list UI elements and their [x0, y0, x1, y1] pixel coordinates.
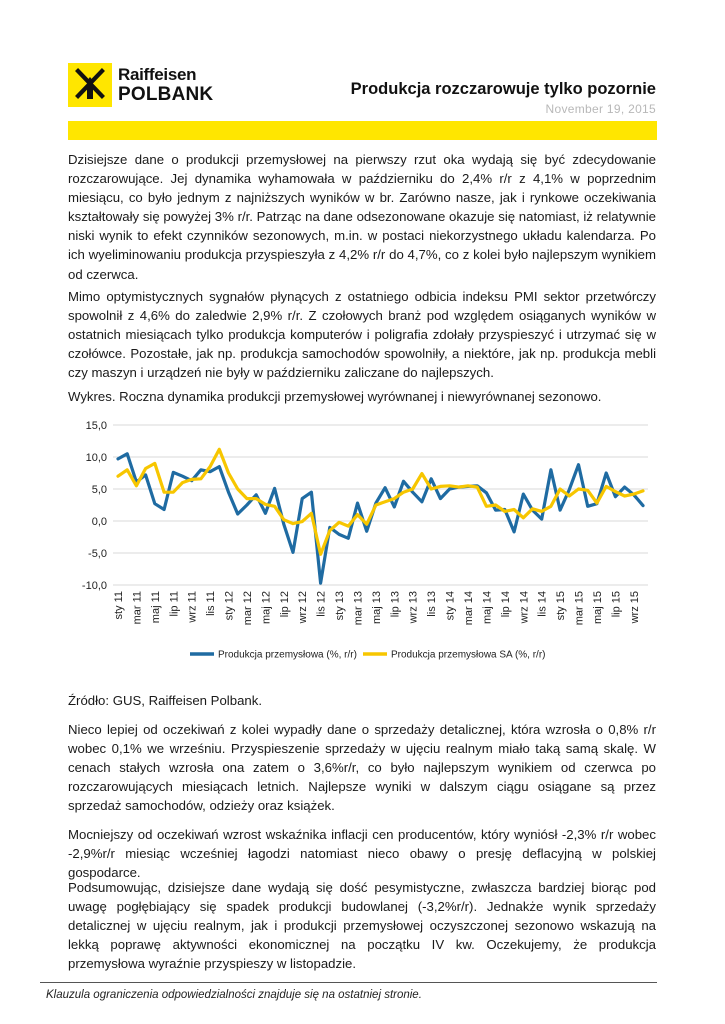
brand-line-1: Raiffeisen	[118, 65, 197, 84]
x-tick-label: sty 14	[444, 591, 457, 621]
y-tick-label: 15,0	[85, 420, 107, 432]
x-tick-label: wrz 13	[407, 591, 420, 624]
report-title: Produkcja rozczarowuje tylko pozornie	[350, 80, 656, 98]
x-tick-label: lis 13	[426, 591, 439, 617]
y-tick-label: 0,0	[91, 516, 107, 528]
production-chart	[68, 415, 658, 670]
y-tick-label: 10,0	[85, 452, 107, 464]
header-yellow-band	[68, 121, 657, 140]
x-tick-label: lip 13	[389, 591, 402, 618]
paragraph-3: Nieco lepiej od oczekiwań z kolei wypadły dane o sprzedaży detalicznej, która wzrosła o 0,8% r/r wobec 0,1% we wrześniu. Przyspieszenie sprzedaży w ujęciu realnym miało taką samą skalę. W cenach stałych wzrosła ona zatem o 3,6%r/r, co było najlepszym wynikiem od czerwca po rozczarowujących miesiącach letnich. Najlepsze wyniki w dalszym ciągu osiągane są przez sprzedaż samochodów, odzieży oraz książek.	[68, 722, 656, 814]
footer-divider	[40, 982, 657, 983]
x-tick-label: lip 11	[168, 591, 181, 617]
raiffeisen-gable-icon	[68, 63, 112, 107]
x-tick-label: wrz 12	[297, 591, 310, 624]
x-tick-label: maj 15	[591, 591, 604, 625]
x-tick-label: lip 14	[499, 591, 512, 618]
x-tick-label: lis 14	[536, 591, 549, 617]
x-tick-label: sty 13	[334, 591, 347, 621]
paragraph-2: Mimo optymistycznych sygnałów płynących z ostatniego odbicia indeksu PMI sektor przetwórczy spowolnił z 4,6% do zaledwie 2,9% r/r. Z czołowych branż pod względem osiąganych wyników w ostatnich miesiącach tylko produkcja komputerów i poligrafia zdołały przyspieszyć i utrzymać się w czołówce. Pozostałe, jak np. produkcja samochodów spowolniły, a niektóre, jak np. produkcja mebli czy maszyn i urządzeń nie były w październiku zaliczane do najlepszych.	[68, 289, 656, 381]
y-tick-label: -5,0	[88, 548, 107, 560]
x-tick-label: sty 15	[555, 591, 568, 621]
x-tick-label: wrz 11	[186, 591, 199, 623]
paragraph-4: Mocniejszy od oczekiwań wzrost wskaźnika inflacji cen producentów, który wyniósł -2,3% r/r wobec -2,9%r/r miesiąc wcześniej łagodzi natomiast nieco obawy o presję deflacyjną w polskiej gospodarce.	[68, 827, 656, 881]
y-tick-label: -10,0	[81, 580, 107, 592]
y-tick-label: 5,0	[91, 484, 107, 496]
brand-line-2: POLBANK	[118, 84, 214, 105]
x-tick-label: maj 11	[149, 591, 162, 624]
footer-disclaimer: Klauzula ograniczenia odpowiedzialności znajduje się na ostatniej stronie.	[46, 989, 422, 1001]
paragraph-5: Podsumowując, dzisiejsze dane wydają się dość pesymistyczne, zwłaszcza bardziej biorąc pod uwagę pogłębiający się spadek produkcji budowlanej (-3,2%r/r). Jednakże wynik sprzedaży detalicznej w ujęciu realnym, jak i produkcji przemysłowej oczyszczonej sezonowo wskazują na lekką poprawę aktywności ekonomicznej na początku IV kw. Oczekujemy, że produkcja przemysłowa wyraźnie przyspieszy w listopadzie.	[68, 880, 656, 972]
paragraph-1: Dzisiejsze dane o produkcji przemysłowej na pierwszy rzut oka wydają się być zdecydowanie rozczarowujące. Jej dynamika wyhamowała w październiku do 2,4% r/r z 4,1% w poprzednim miesiącu, co było jednym z najniższych wyników w br. Zarówno nasze, jak i rynkowe oczekiwania kształtowały się powyżej 3% r/r. Patrząc na dane odsezonowane okazuje się natomiast, iż relatywnie niski wynik to efekt czynników sezonowych, m.in. w postaci niekorzystnego układu kalendarza. Po ich wyeliminowaniu produkcja przyspieszyła z 4,2% r/r do 4,7%, co z kolei było najlepszym wynikiem od czerwca.	[68, 152, 656, 282]
legend-label: Produkcja przemysłowa SA (%, r/r)	[391, 649, 546, 661]
report-date: November 19, 2015	[545, 102, 656, 116]
series-line	[118, 454, 643, 583]
x-tick-label: lip 12	[278, 591, 291, 618]
x-tick-label: maj 14	[481, 591, 494, 625]
x-tick-label: mar 14	[463, 591, 475, 626]
x-tick-label: sty 11	[113, 591, 125, 620]
source-note: Źródło: GUS, Raiffeisen Polbank.	[68, 693, 263, 708]
x-tick-label: sty 12	[223, 591, 236, 621]
chart-caption: Wykres. Roczna dynamika produkcji przemysłowej wyrównanej i niewyrównanej sezonowo.	[68, 389, 602, 404]
raiffeisen-polbank-logo	[68, 63, 214, 107]
x-tick-label: maj 12	[260, 591, 273, 625]
x-tick-label: wrz 14	[518, 591, 531, 624]
x-tick-label: lip 15	[610, 591, 623, 618]
x-tick-label: maj 13	[370, 591, 383, 625]
x-tick-label: wrz 15	[628, 591, 641, 624]
x-tick-label: mar 13	[352, 591, 365, 626]
x-tick-label: lis 11	[205, 591, 218, 616]
x-tick-label: lis 12	[315, 591, 328, 617]
x-tick-label: mar 15	[573, 591, 586, 626]
brand-name	[118, 65, 213, 105]
x-tick-label: mar 11	[131, 591, 144, 625]
legend-label: Produkcja przemysłowa (%, r/r)	[218, 649, 357, 661]
x-tick-label: mar 12	[241, 591, 254, 626]
